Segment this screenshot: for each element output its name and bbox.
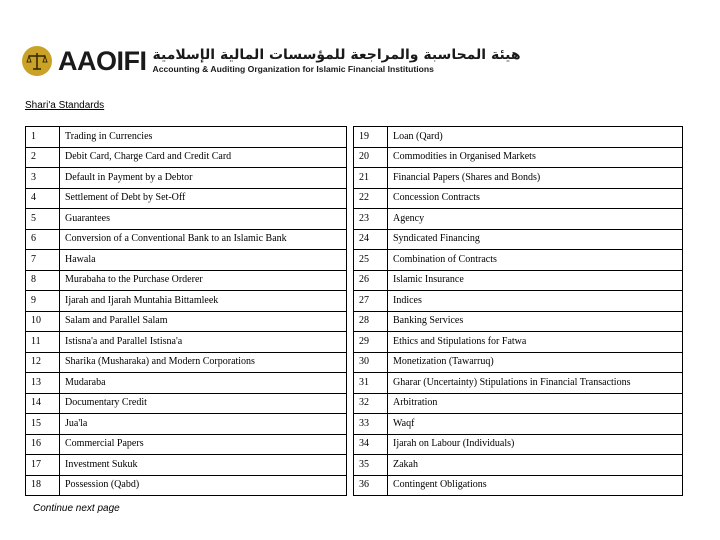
standard-title: Jua'la — [60, 414, 347, 435]
standard-number: 7 — [26, 250, 60, 271]
table-row — [354, 434, 683, 455]
standard-number: 20 — [354, 147, 388, 168]
standard-title: Salam and Parallel Salam — [60, 311, 347, 332]
standard-number: 11 — [26, 332, 60, 353]
standard-number: 27 — [354, 291, 388, 312]
standard-number: 17 — [26, 455, 60, 476]
standard-title: Banking Services — [388, 311, 683, 332]
standard-number: 12 — [26, 352, 60, 373]
standard-number: 22 — [354, 188, 388, 209]
table-row — [26, 475, 347, 496]
standard-title: Concession Contracts — [388, 188, 683, 209]
scales-icon — [22, 46, 52, 76]
standard-title: Possession (Qabd) — [60, 475, 347, 496]
standard-number: 18 — [26, 475, 60, 496]
standard-number: 33 — [354, 414, 388, 435]
standard-number: 23 — [354, 209, 388, 230]
standard-title: Zakah — [388, 455, 683, 476]
table-row — [354, 127, 683, 148]
table-row — [354, 332, 683, 353]
standard-title: Ethics and Stipulations for Fatwa — [388, 332, 683, 353]
standard-title: Sharika (Musharaka) and Modern Corporations — [60, 352, 347, 373]
logo-wordmark: AAOIFI — [58, 46, 147, 76]
table-row — [354, 188, 683, 209]
table-row — [354, 168, 683, 189]
standard-number: 30 — [354, 352, 388, 373]
table-row — [354, 250, 683, 271]
standard-number: 35 — [354, 455, 388, 476]
table-row — [26, 393, 347, 414]
table-row — [354, 455, 683, 476]
standard-title: Commercial Papers — [60, 434, 347, 455]
standard-number: 6 — [26, 229, 60, 250]
table-row — [26, 188, 347, 209]
table-row — [354, 229, 683, 250]
standard-title: Debit Card, Charge Card and Credit Card — [60, 147, 347, 168]
table-row — [354, 311, 683, 332]
standard-number: 10 — [26, 311, 60, 332]
standard-title: Default in Payment by a Debtor — [60, 168, 347, 189]
standards-table-right — [353, 126, 683, 496]
standard-title: Agency — [388, 209, 683, 230]
standard-title: Combination of Contracts — [388, 250, 683, 271]
standard-title: Indices — [388, 291, 683, 312]
standard-title: Mudaraba — [60, 373, 347, 394]
standard-title: Istisna'a and Parallel Istisna'a — [60, 332, 347, 353]
table-row — [354, 270, 683, 291]
table-row — [26, 229, 347, 250]
table-row — [26, 270, 347, 291]
table-row — [26, 147, 347, 168]
aaoifi-logo — [22, 44, 521, 78]
standard-number: 28 — [354, 311, 388, 332]
table-row — [354, 147, 683, 168]
table-row — [354, 414, 683, 435]
standard-number: 2 — [26, 147, 60, 168]
standard-number: 3 — [26, 168, 60, 189]
standard-number: 19 — [354, 127, 388, 148]
standard-number: 13 — [26, 373, 60, 394]
standard-title: Guarantees — [60, 209, 347, 230]
standard-number: 4 — [26, 188, 60, 209]
standard-number: 8 — [26, 270, 60, 291]
standard-title: Gharar (Uncertainty) Stipulations in Financial Transactions — [388, 373, 683, 394]
organization-name-english: Accounting & Auditing Organization for Islamic Financial Institutions — [152, 64, 434, 74]
standard-title: Islamic Insurance — [388, 270, 683, 291]
table-row — [354, 393, 683, 414]
standard-number: 34 — [354, 434, 388, 455]
table-row — [26, 168, 347, 189]
standard-number: 1 — [26, 127, 60, 148]
table-row — [26, 291, 347, 312]
standard-number: 24 — [354, 229, 388, 250]
standard-title: Contingent Obligations — [388, 475, 683, 496]
standard-title: Syndicated Financing — [388, 229, 683, 250]
table-row — [26, 434, 347, 455]
standard-title: Hawala — [60, 250, 347, 271]
standard-title: Financial Papers (Shares and Bonds) — [388, 168, 683, 189]
table-row — [354, 373, 683, 394]
standard-title: Arbitration — [388, 393, 683, 414]
standard-title: Ijarah on Labour (Individuals) — [388, 434, 683, 455]
table-row — [26, 209, 347, 230]
table-row — [26, 311, 347, 332]
standard-number: 25 — [354, 250, 388, 271]
table-row — [354, 291, 683, 312]
standard-number: 14 — [26, 393, 60, 414]
table-row — [354, 475, 683, 496]
standard-number: 31 — [354, 373, 388, 394]
standard-title: Investment Sukuk — [60, 455, 347, 476]
standard-number: 9 — [26, 291, 60, 312]
table-row — [26, 127, 347, 148]
standard-title: Waqf — [388, 414, 683, 435]
standards-table-left — [25, 126, 347, 496]
standard-number: 29 — [354, 332, 388, 353]
standard-title: Documentary Credit — [60, 393, 347, 414]
standards-grid — [25, 126, 683, 496]
standard-title: Monetization (Tawarruq) — [388, 352, 683, 373]
standard-number: 36 — [354, 475, 388, 496]
table-row — [26, 250, 347, 271]
table-row — [26, 332, 347, 353]
standard-title: Ijarah and Ijarah Muntahia Bittamleek — [60, 291, 347, 312]
standard-number: 26 — [354, 270, 388, 291]
standard-number: 21 — [354, 168, 388, 189]
section-title: Shari'a Standards — [25, 100, 105, 111]
organization-name-arabic: هيئة المحاسبة والمراجعة للمؤسسات المالية الإسلامية — [152, 47, 521, 63]
standard-number: 5 — [26, 209, 60, 230]
standard-title: Loan (Qard) — [388, 127, 683, 148]
standard-title: Trading in Currencies — [60, 127, 347, 148]
continue-note: Continue next page — [33, 503, 120, 514]
table-row — [26, 352, 347, 373]
table-row — [26, 414, 347, 435]
standard-number: 32 — [354, 393, 388, 414]
standard-title: Settlement of Debt by Set-Off — [60, 188, 347, 209]
table-row — [26, 455, 347, 476]
table-row — [354, 209, 683, 230]
standard-number: 16 — [26, 434, 60, 455]
standard-number: 15 — [26, 414, 60, 435]
standard-title: Conversion of a Conventional Bank to an Islamic Bank — [60, 229, 347, 250]
table-row — [26, 373, 347, 394]
table-row — [354, 352, 683, 373]
standard-title: Commodities in Organised Markets — [388, 147, 683, 168]
standard-title: Murabaha to the Purchase Orderer — [60, 270, 347, 291]
